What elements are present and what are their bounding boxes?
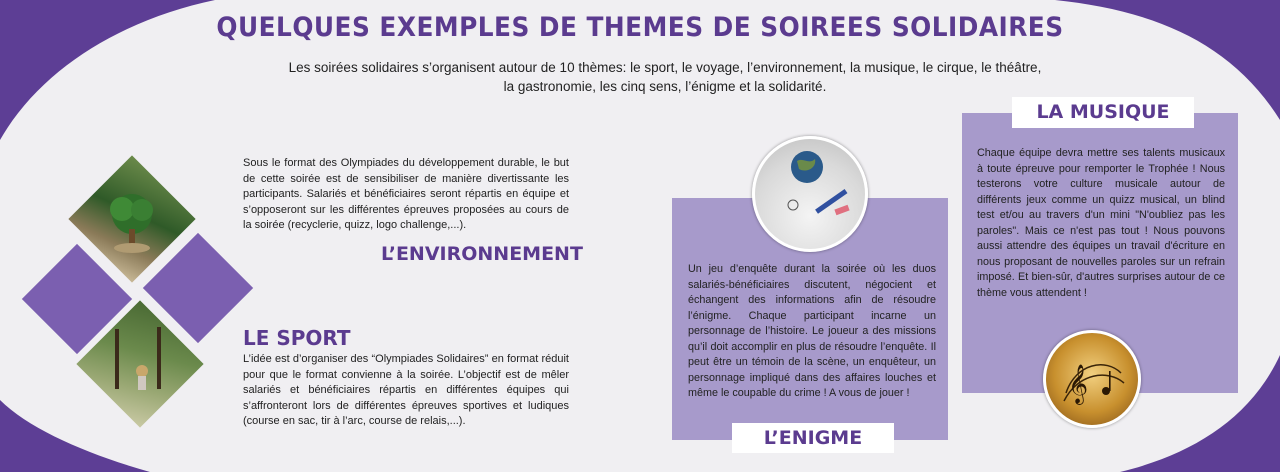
- environnement-heading: L’ENVIRONNEMENT: [381, 243, 583, 265]
- page-title: QUELQUES EXEMPLES DE THEMES DE SOIREES SOLIDAIRES: [216, 12, 1064, 43]
- archery-photo: [76, 300, 203, 427]
- subtitle-line-1: Les soirées solidaires s’organisent autour de 10 thèmes: le sport, le voyage, l’environnement, la musique, le cirque, le théâtre,: [288, 60, 1042, 75]
- environnement-text: Sous le format des Olympiades du développement durable, le but de cette soirée est de sensibiliser de manière divertissante les participants. Salariés et bénéficiaires seront répartis en équipe et s’opposeront sur les différentes épreuves proposées au cours de la soirée (recyclerie, quizz, logo challenge,...).: [243, 157, 569, 231]
- sport-text: L’idée est d’organiser des “Olympiades Solidaires” en format réduit pour que le format convienne à la soirée. L’objectif est de mêler salariés et bénéficiaires répartis en différentes équipes qui s’affronteront lors de différentes épreuves sportives et ludiques (course en sac, tir à l’arc, course de relais,...).: [243, 353, 569, 427]
- subtitle-line-2: la gastronomie, les cinq sens, l’énigme et la solidarité.: [503, 79, 827, 94]
- enigme-heading: L’ENIGME: [732, 423, 894, 453]
- page-subtitle: [240, 58, 1090, 96]
- enigme-text: Un jeu d’enquête durant la soirée où les duos salariés-bénéficiaires discutent, négocient et échangent des informations afin de résoudre l’énigme. Chaque participant incarne un personnage de l’histoire. Le joueur a des missions qu’il doit accomplir en plus de résoudre l’enquête. Il peut être un témoin de la scène, un enquêteur, un personnage impliqué dans des affaires louches et même le coupable du crime ! A vous de jouer !: [688, 263, 936, 399]
- archer-icon: [95, 319, 185, 409]
- globe-icon: [755, 139, 865, 249]
- tree-icon: [87, 174, 177, 264]
- music-notes-photo: [1043, 330, 1141, 428]
- globe-idea-photo: [752, 136, 868, 252]
- svg-text:𝄞: 𝄞: [1068, 364, 1089, 404]
- music-notes-icon: [1046, 333, 1138, 425]
- musique-heading: LA MUSIQUE: [1012, 97, 1194, 128]
- sport-heading: LE SPORT: [243, 326, 351, 350]
- musique-text: Chaque équipe devra mettre ses talents musicaux à toute épreuve pour remporter le Trophée ! Nous testerons votre culture musicale autour de différents jeux comme un quizz musical, un blind test et/ou au travers d'un mini "N'oubliez pas les paroles". Mais ce n'est pas tout ! Nous pouvons aussi attendre des équipes un travail d'écriture en nous proposant de nouvelles paroles sur un refrain imposé. Et bien-sûr, d'autres surprises autour de ce thème vous attendent !: [977, 147, 1225, 299]
